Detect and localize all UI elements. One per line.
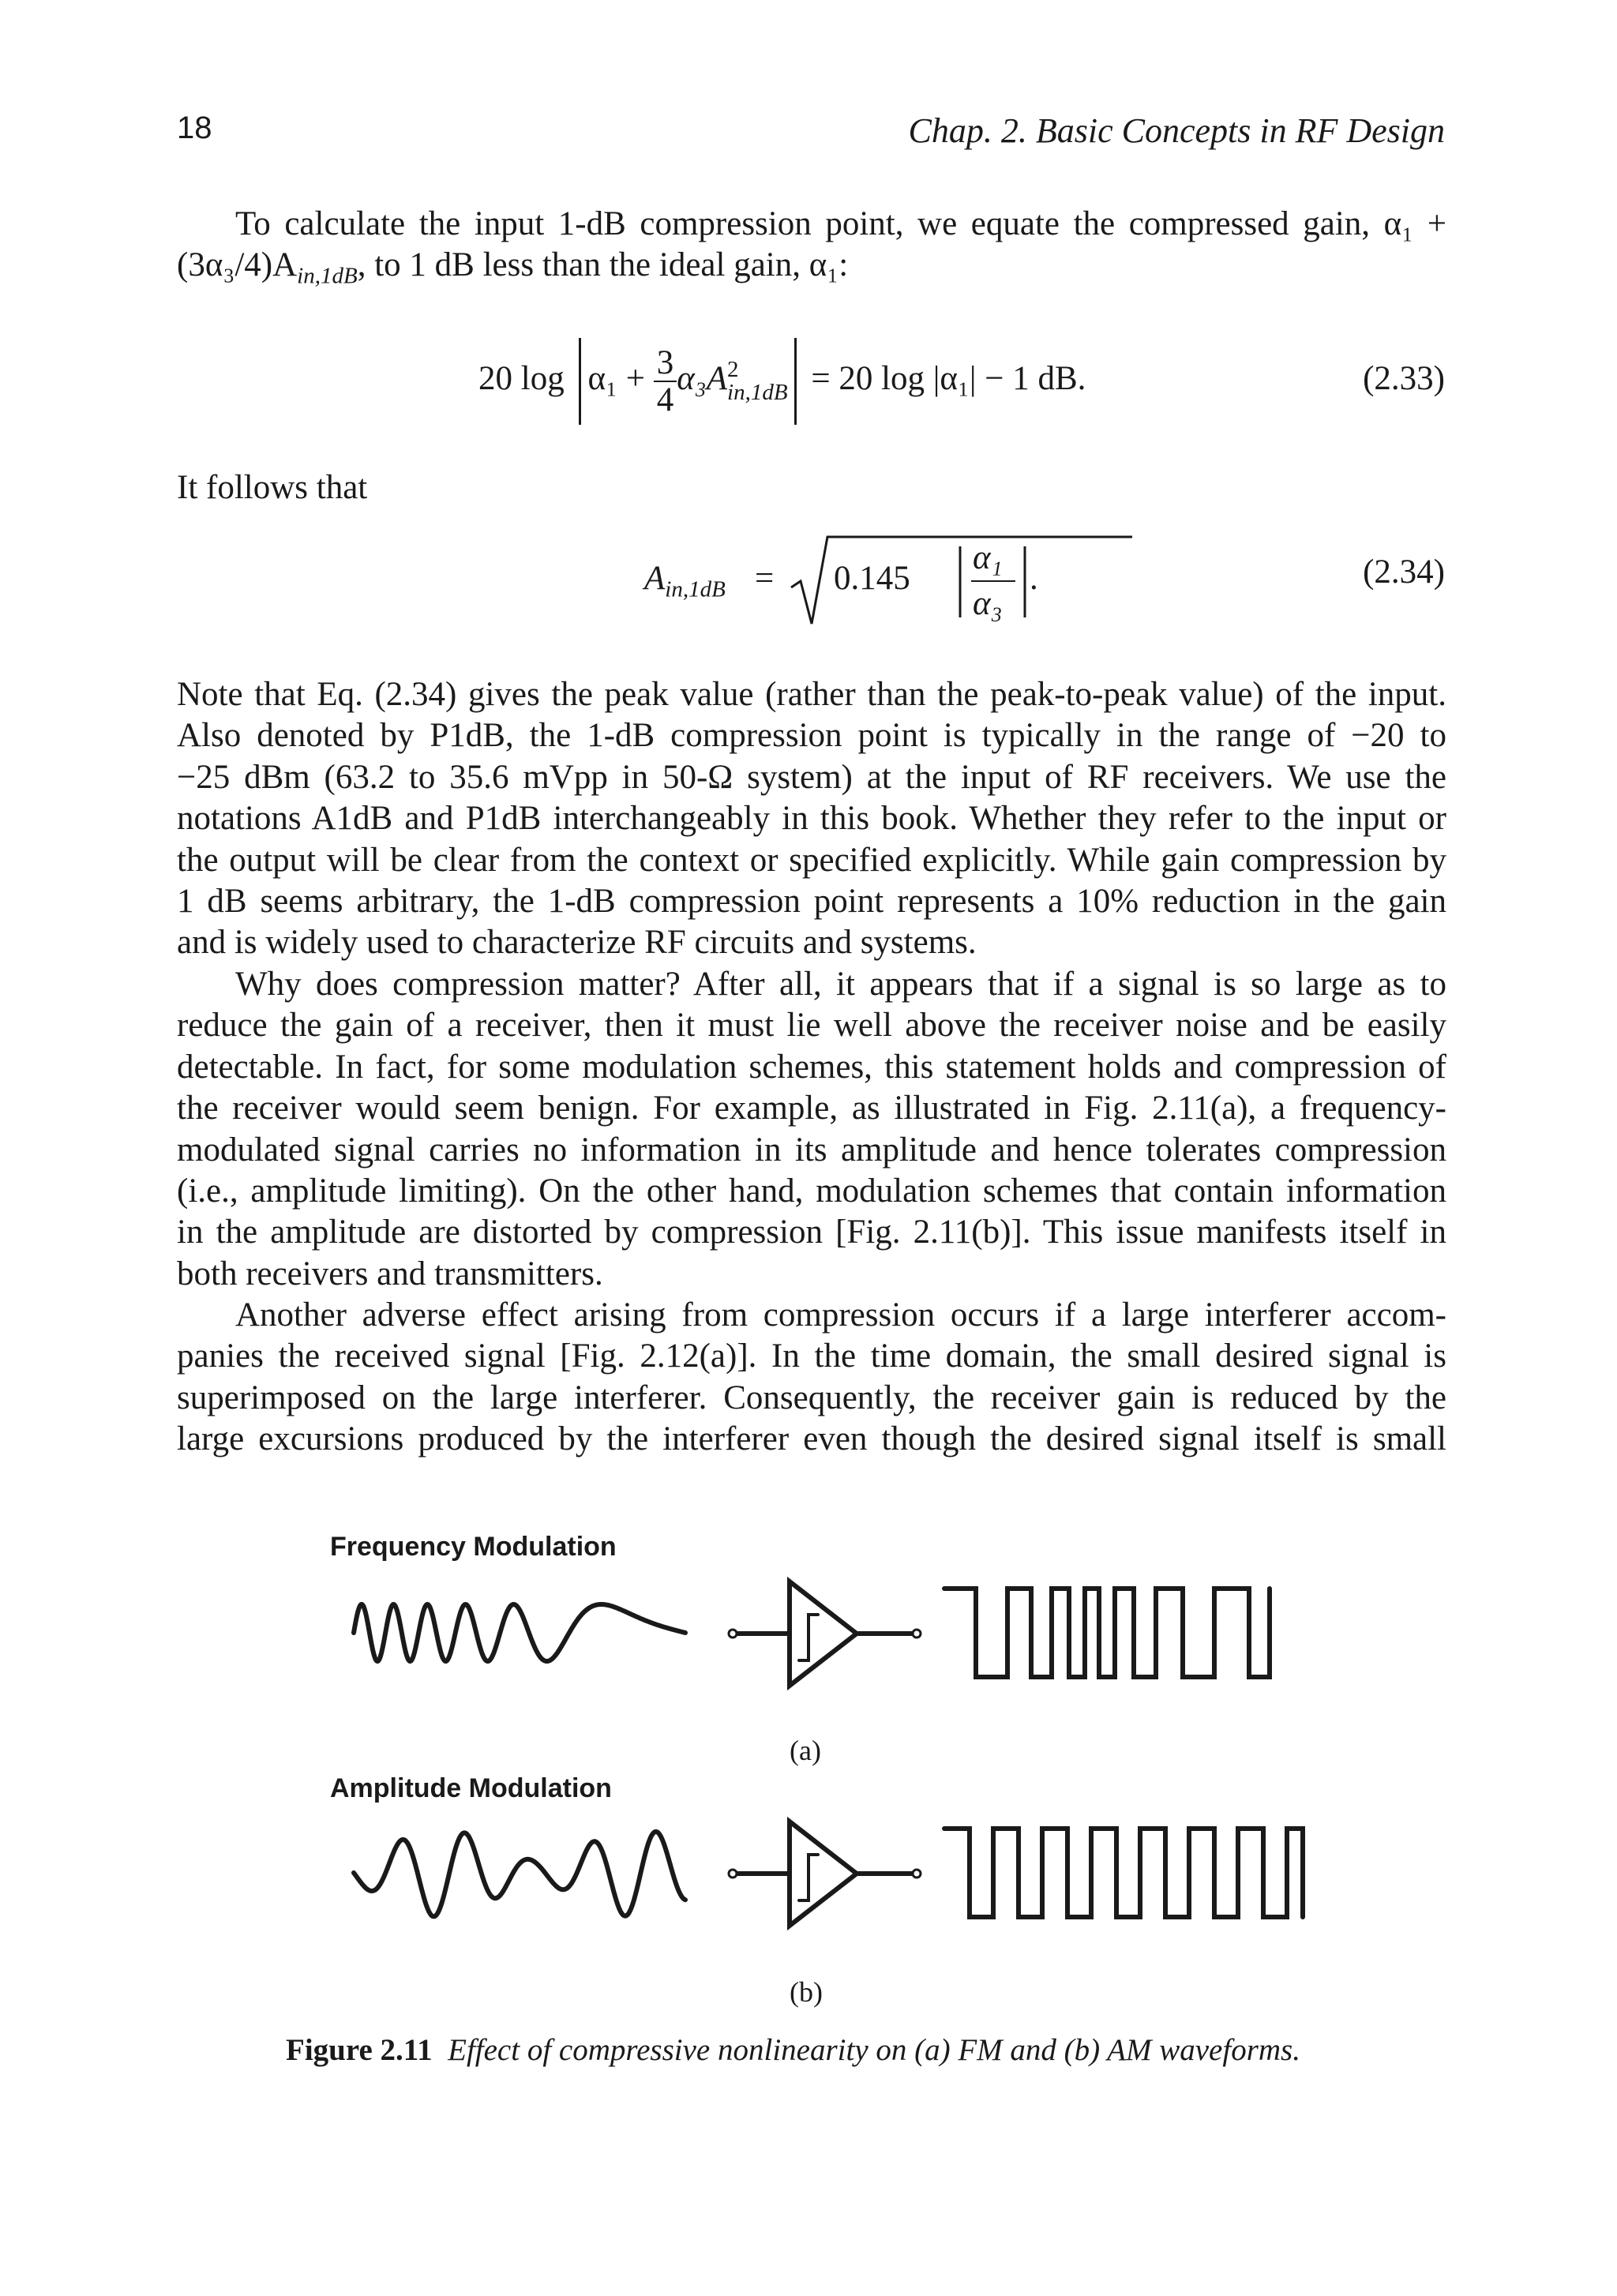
text-line: large excursions produced by the interferer even though the desired signal itself is small: [177, 1420, 1446, 1458]
running-head: Chap. 2. Basic Concepts in RF Design: [908, 111, 1445, 150]
text-line: superimposed on the large interferer. Consequently, the receiver gain is reduced by the: [177, 1379, 1446, 1416]
equation-2-33: 20 log α₁ + $\frac{3}{4}$ α₃A 2 in,1dB = 20 log |α₁| − 1 dB.: [478, 338, 1086, 425]
text-line: both receivers and transmitters.: [177, 1255, 603, 1292]
equation-number-2-34: (2.34): [1363, 553, 1445, 591]
text-line: panies the received signal [Fig. 2.12(a)]. In the time domain, the small desired signal is: [177, 1337, 1446, 1375]
text-line: detectable. In fact, for some modulation schemes, this statement holds and compression of: [177, 1048, 1446, 1086]
subfigure-label-a: (a): [790, 1735, 821, 1766]
page-number: 18: [177, 111, 212, 145]
eq234-equals: =: [755, 560, 775, 597]
caption-text: Effect of compressive nonlinearity on (a) FM and (b) AM waveforms.: [448, 2033, 1300, 2067]
limiter-amplifier-icon: [737, 1581, 912, 1686]
eq233-rhs: = 20 log |α₁| − 1 dB.: [811, 359, 1086, 397]
text-line: Also denoted by P1dB, the 1-dB compression point is typically in the range of −20 to: [177, 717, 1446, 755]
text-line: −25 dBm (63.2 to 35.6 mVpp in 50-Ω system) at the input of RF receivers. We use the: [177, 758, 1446, 796]
limiter-amplifier-icon: [737, 1821, 912, 1926]
text-line: reduce the gain of a receiver, then it must lie well above the receiver noise and be easily: [177, 1007, 1446, 1045]
eq234-denominator: α₃: [973, 585, 1003, 622]
eq234-coef: 0.145: [834, 560, 910, 597]
am-title: Amplitude Modulation: [330, 1773, 612, 1803]
am-square-output: [944, 1829, 1303, 1917]
eq233-alpha1: α₁ +: [587, 359, 645, 397]
eq233-log: 20 log: [478, 359, 565, 397]
intro-line-1: To calculate the input 1-dB compression point, we equate the compressed gain, α₁ +: [235, 205, 1446, 242]
equation-number-2-33: (2.33): [1363, 360, 1445, 397]
intro-expr: (3α₃/4)A: [177, 246, 298, 284]
eq234-lhs: $A_{in,1dB}$: [644, 560, 726, 602]
text-line: in the amplitude are distorted by compression [Fig. 2.11(b)]. This issue manifests itself in: [177, 1214, 1446, 1251]
subfigure-label-b: (b): [790, 1976, 823, 2008]
eq234-numerator: α₁: [973, 539, 1003, 576]
am-waveform: [354, 1832, 685, 1916]
text-line: Note that Eq. (2.34) gives the peak value (rather than the peak-to-peak value) of the input.: [177, 676, 1446, 713]
intro-tail: , to 1 dB less than the ideal gain, α₁:: [357, 246, 849, 284]
text-line: (i.e., amplitude limiting). On the other hand, modulation schemes that contain information: [177, 1172, 1446, 1210]
caption-label: Figure 2.11: [286, 2033, 433, 2067]
text-line: the output will be clear from the context or specified explicitly. While gain compression by: [177, 841, 1446, 879]
eq233-fraction: $\frac{3}{4}$: [654, 345, 677, 418]
text-line: notations A1dB and P1dB interchangeably in this book. Whether they refer to the input or: [177, 800, 1446, 838]
fm-title: Frequency Modulation: [330, 1532, 617, 1562]
figure-caption: [286, 2032, 1300, 2068]
it-follows-line: It follows that: [177, 469, 368, 506]
text-line: and is widely used to characterize RF circuits and systems.: [177, 924, 977, 962]
eq233-term: α₃A: [677, 359, 728, 397]
text-line: 1 dB seems arbitrary, the 1-dB compression point represents a 10% reduction in the gain: [177, 882, 1446, 920]
text-line: modulated signal carries no information in its amplitude and hence tolerates compression: [177, 1131, 1446, 1169]
text-line: the receiver would seem benign. For example, as illustrated in Fig. 2.11(a), a frequency-: [177, 1090, 1446, 1127]
eq234-period: .: [1030, 560, 1038, 597]
intro-subscript: in,1dB: [297, 263, 358, 289]
text-line: Another adverse effect arising from compression occurs if a large interferer accom-: [235, 1296, 1446, 1334]
text-line: Why does compression matter? After all, it appears that if a signal is so large as to: [235, 966, 1446, 1003]
fm-square-output: [944, 1589, 1270, 1677]
fm-waveform: [354, 1604, 685, 1661]
